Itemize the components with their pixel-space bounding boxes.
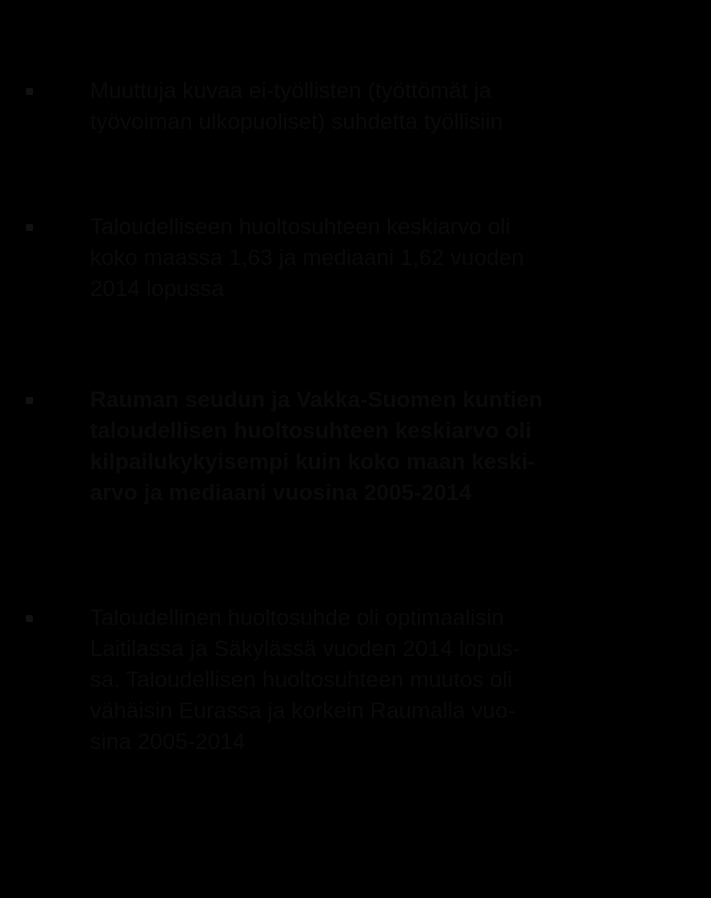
- bullet-icon: [26, 88, 33, 95]
- bullet-text: Muuttuja kuvaa ei-työllisten (työttömät ja työvoiman ulkopuoliset) suhdetta työllisiin: [90, 78, 503, 134]
- bullet-text: Rauman seudun ja Vakka-Suomen kuntien taloudellisen huoltosuhteen keskiarvo oli kilpailukykyisempi kuin koko maan keski- arvo ja mediaani vuosina 2005-2014: [90, 387, 543, 505]
- bullet-text: Taloudellinen huoltosuhde oli optimaalisin Laitilassa ja Säkylässä vuoden 2014 lopus- sa. Taloudellisen huoltosuhteen muutos oli vähäisin Eurassa ja korkein Raumalla vuo- sina 2005-2014: [90, 605, 521, 754]
- bullet-icon: [26, 224, 33, 231]
- bullet-icon: [26, 397, 33, 404]
- bullet-icon: [26, 615, 33, 622]
- bullet-text: Taloudelliseen huoltosuhteen keskiarvo oli koko maassa 1,63 ja mediaani 1,62 vuoden 2014 lopussa: [90, 214, 525, 301]
